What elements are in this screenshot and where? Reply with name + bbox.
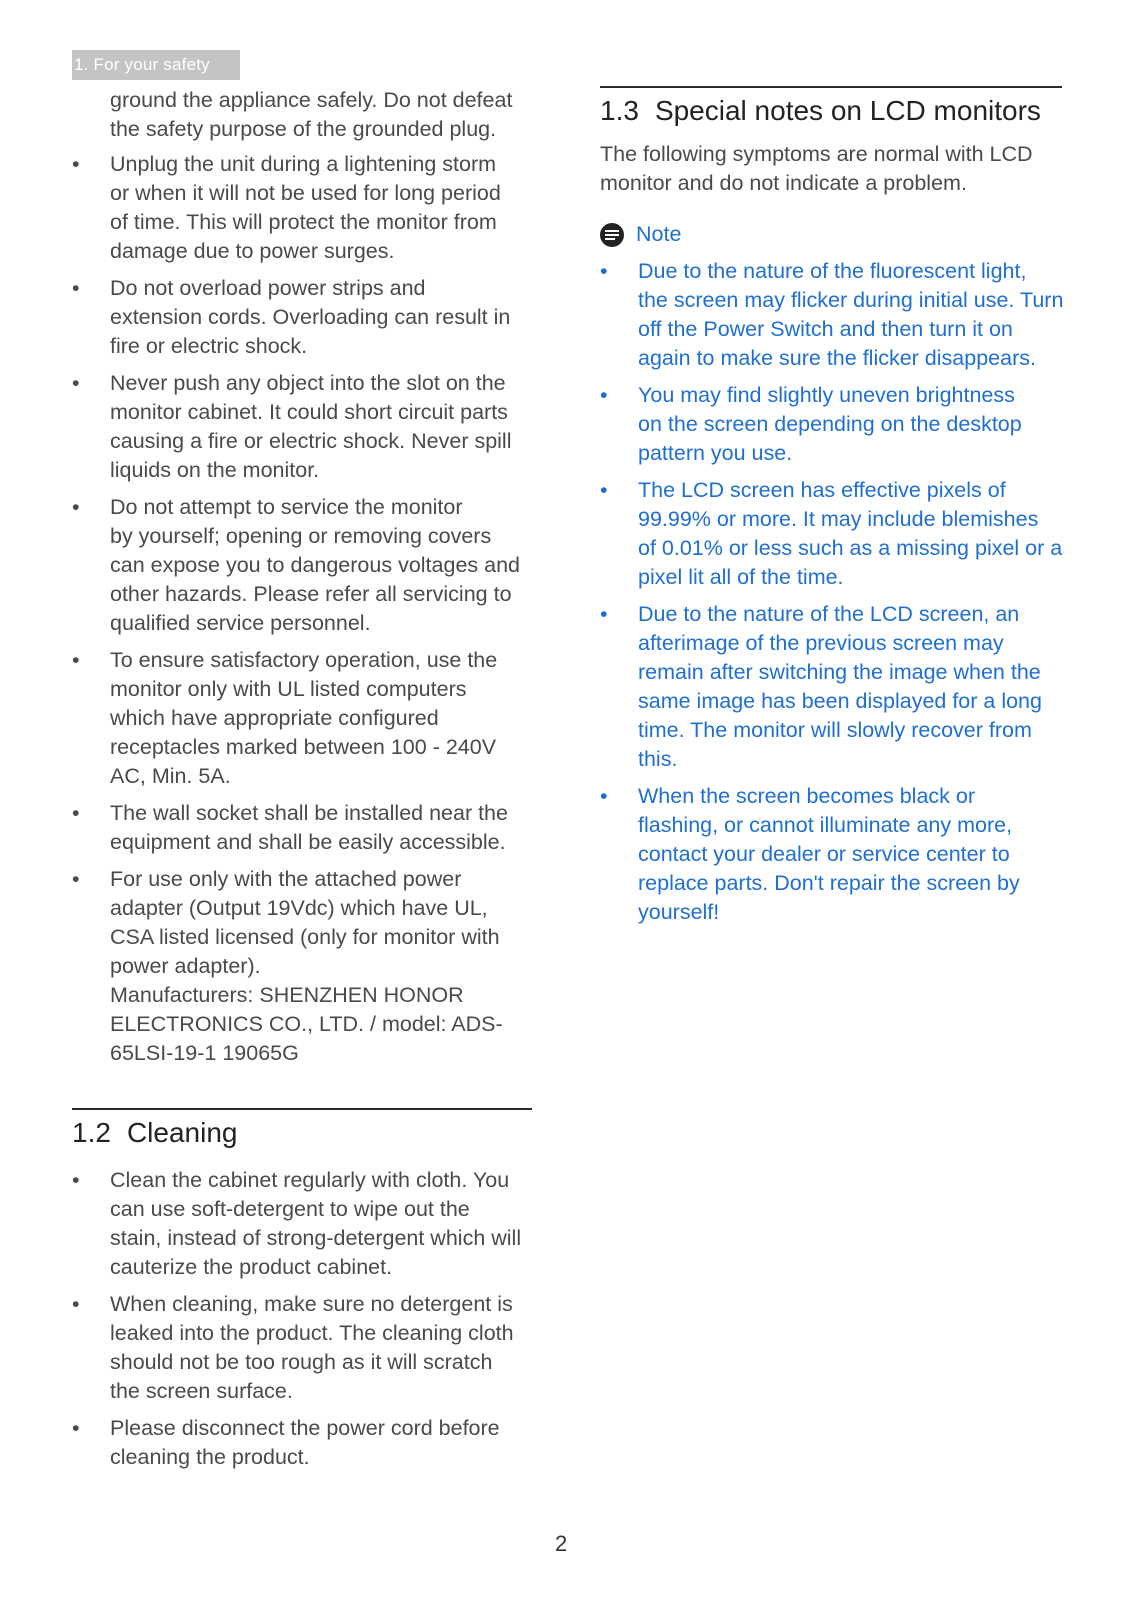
text-line: the safety purpose of the grounded plug. bbox=[110, 117, 497, 141]
lcd-notes-section-title: Special notes on LCD monitors bbox=[654, 95, 1041, 126]
text-line: monitor and do not indicate a problem. bbox=[600, 171, 967, 195]
safety-bullet-item bbox=[72, 493, 532, 638]
bullet-marker: • bbox=[600, 478, 608, 502]
text-line: can use soft-detergent to wipe out the bbox=[110, 1197, 470, 1221]
text-line: the screen may flicker during initial use. Turn bbox=[638, 288, 1064, 312]
text-line: Never push any object into the slot on the bbox=[110, 371, 506, 395]
text-line: cauterize the product cabinet. bbox=[110, 1255, 393, 1279]
safety-bullet-item bbox=[72, 369, 532, 485]
text-line: damage due to power surges. bbox=[110, 239, 395, 263]
safety-bullet-item bbox=[72, 865, 532, 1068]
lcd-note-bullet-item bbox=[600, 381, 1062, 468]
text-line: Due to the nature of the fluorescent light, bbox=[638, 259, 1027, 283]
text-line: To ensure satisfactory operation, use the bbox=[110, 648, 498, 672]
text-line: off the Power Switch and then turn it on bbox=[638, 317, 1013, 341]
text-line: stain, instead of strong-detergent which will bbox=[110, 1226, 522, 1250]
bullet-marker: • bbox=[72, 495, 80, 519]
text-line: liquids on the monitor. bbox=[110, 458, 320, 482]
cleaning-heading bbox=[72, 1116, 532, 1150]
bullet-marker: • bbox=[600, 602, 608, 626]
text-line: again to make sure the flicker disappears. bbox=[638, 346, 1036, 370]
cleaning-bullet-item bbox=[72, 1290, 532, 1406]
text-line: on the screen depending on the desktop bbox=[638, 412, 1022, 436]
text-line: time. The monitor will slowly recover from bbox=[638, 718, 1032, 742]
text-line: causing a fire or electric shock. Never spill bbox=[110, 429, 512, 453]
left-column bbox=[72, 86, 532, 1472]
text-line: pattern you use. bbox=[638, 441, 793, 465]
bullet-marker: • bbox=[600, 259, 608, 283]
text-line: leaked into the product. The cleaning cloth bbox=[110, 1321, 514, 1345]
lcd-note-bullet-item bbox=[600, 782, 1062, 927]
bullet-marker: • bbox=[72, 801, 80, 825]
text-line: extension cords. Overloading can result in bbox=[110, 305, 511, 329]
text-line: 99.99% or more. It may include blemishes bbox=[638, 507, 1039, 531]
text-line: or when it will not be used for long period bbox=[110, 181, 501, 205]
lcd-notes-heading bbox=[600, 94, 1062, 128]
cleaning-section-title: Cleaning bbox=[126, 1117, 238, 1148]
text-line: The LCD screen has effective pixels of bbox=[638, 478, 1006, 502]
safety-continuation-text bbox=[110, 86, 532, 144]
right-column bbox=[600, 86, 1062, 927]
cleaning-bullet-item bbox=[72, 1166, 532, 1282]
text-line: of time. This will protect the monitor from bbox=[110, 210, 497, 234]
lcd-note-bullet-item bbox=[600, 257, 1062, 373]
text-line: can expose you to dangerous voltages and bbox=[110, 553, 520, 577]
text-line: equipment and shall be easily accessible. bbox=[110, 830, 506, 854]
note-header bbox=[600, 220, 1062, 249]
text-line: AC, Min. 5A. bbox=[110, 764, 231, 788]
safety-bullet-item bbox=[72, 274, 532, 361]
text-line: ELECTRONICS CO., LTD. / model: ADS- bbox=[110, 1012, 503, 1036]
text-line: Please disconnect the power cord before bbox=[110, 1416, 500, 1440]
bullet-marker: • bbox=[600, 784, 608, 808]
text-line: Do not overload power strips and bbox=[110, 276, 426, 300]
text-line: power adapter). bbox=[110, 954, 261, 978]
page-number: 2 bbox=[555, 1531, 568, 1556]
section-divider bbox=[600, 86, 1062, 88]
safety-bullet-item bbox=[72, 799, 532, 857]
lcd-notes-intro bbox=[600, 140, 1062, 198]
text-line: For use only with the attached power bbox=[110, 867, 462, 891]
header-section-tab: 1. For your safety bbox=[72, 50, 240, 80]
section-divider bbox=[72, 1108, 532, 1110]
text-line: cleaning the product. bbox=[110, 1445, 310, 1469]
text-line: yourself! bbox=[638, 900, 720, 924]
lcd-notes-section-number: 1.3 bbox=[600, 95, 639, 126]
text-line: adapter (Output 19Vdc) which have UL, bbox=[110, 896, 488, 920]
lcd-note-bullet-item bbox=[600, 600, 1062, 774]
text-line: receptacles marked between 100 - 240V bbox=[110, 735, 497, 759]
text-line: fire or electric shock. bbox=[110, 334, 308, 358]
text-line: Clean the cabinet regularly with cloth. You bbox=[110, 1168, 510, 1192]
bullet-marker: • bbox=[72, 1168, 80, 1192]
text-line: pixel lit all of the time. bbox=[638, 565, 844, 589]
bullet-marker: • bbox=[600, 383, 608, 407]
text-line: When the screen becomes black or bbox=[638, 784, 975, 808]
text-line: should not be too rough as it will scratch bbox=[110, 1350, 493, 1374]
text-line: Due to the nature of the LCD screen, an bbox=[638, 602, 1020, 626]
text-line: remain after switching the image when the bbox=[638, 660, 1041, 684]
cleaning-bullet-item bbox=[72, 1414, 532, 1472]
text-line: same image has been displayed for a long bbox=[638, 689, 1042, 713]
text-line: The wall socket shall be installed near the bbox=[110, 801, 508, 825]
bullet-marker: • bbox=[72, 1416, 80, 1440]
text-line: the screen surface. bbox=[110, 1379, 293, 1403]
text-line: The following symptoms are normal with LCD bbox=[600, 142, 1033, 166]
text-line: You may find slightly uneven brightness bbox=[638, 383, 1015, 407]
text-line: ground the appliance safely. Do not defeat bbox=[110, 88, 513, 112]
text-line: by yourself; opening or removing covers bbox=[110, 524, 492, 548]
text-line: this. bbox=[638, 747, 678, 771]
text-line: Manufacturers: SHENZHEN HONOR bbox=[110, 983, 464, 1007]
text-line: monitor cabinet. It could short circuit parts bbox=[110, 400, 508, 424]
safety-bullet-list bbox=[72, 150, 532, 1068]
text-line: Do not attempt to service the monitor bbox=[110, 495, 463, 519]
text-line: replace parts. Don't repair the screen by bbox=[638, 871, 1020, 895]
bullet-marker: • bbox=[72, 371, 80, 395]
safety-bullet-item bbox=[72, 150, 532, 266]
text-line: monitor only with UL listed computers bbox=[110, 677, 467, 701]
bullet-marker: • bbox=[72, 276, 80, 300]
text-line: afterimage of the previous screen may bbox=[638, 631, 1004, 655]
note-icon bbox=[600, 223, 624, 247]
text-line: qualified service personnel. bbox=[110, 611, 371, 635]
text-line: of 0.01% or less such as a missing pixel or a bbox=[638, 536, 1063, 560]
bullet-marker: • bbox=[72, 648, 80, 672]
text-line: 65LSI-19-1 19065G bbox=[110, 1041, 299, 1065]
safety-bullet-item bbox=[72, 646, 532, 791]
text-line: Unplug the unit during a lightening storm bbox=[110, 152, 497, 176]
lcd-notes-bullet-list bbox=[600, 257, 1062, 927]
text-line: CSA listed licensed (only for monitor with bbox=[110, 925, 500, 949]
cleaning-bullet-list bbox=[72, 1166, 532, 1472]
cleaning-section-number: 1.2 bbox=[72, 1117, 111, 1148]
text-line: which have appropriate configured bbox=[110, 706, 439, 730]
lcd-note-bullet-item bbox=[600, 476, 1062, 592]
text-line: other hazards. Please refer all servicing to bbox=[110, 582, 512, 606]
text-line: When cleaning, make sure no detergent is bbox=[110, 1292, 513, 1316]
note-label: Note bbox=[636, 222, 682, 246]
text-line: flashing, or cannot illuminate any more, bbox=[638, 813, 1013, 837]
bullet-marker: • bbox=[72, 152, 80, 176]
text-line: contact your dealer or service center to bbox=[638, 842, 1010, 866]
bullet-marker: • bbox=[72, 867, 80, 891]
bullet-marker: • bbox=[72, 1292, 80, 1316]
